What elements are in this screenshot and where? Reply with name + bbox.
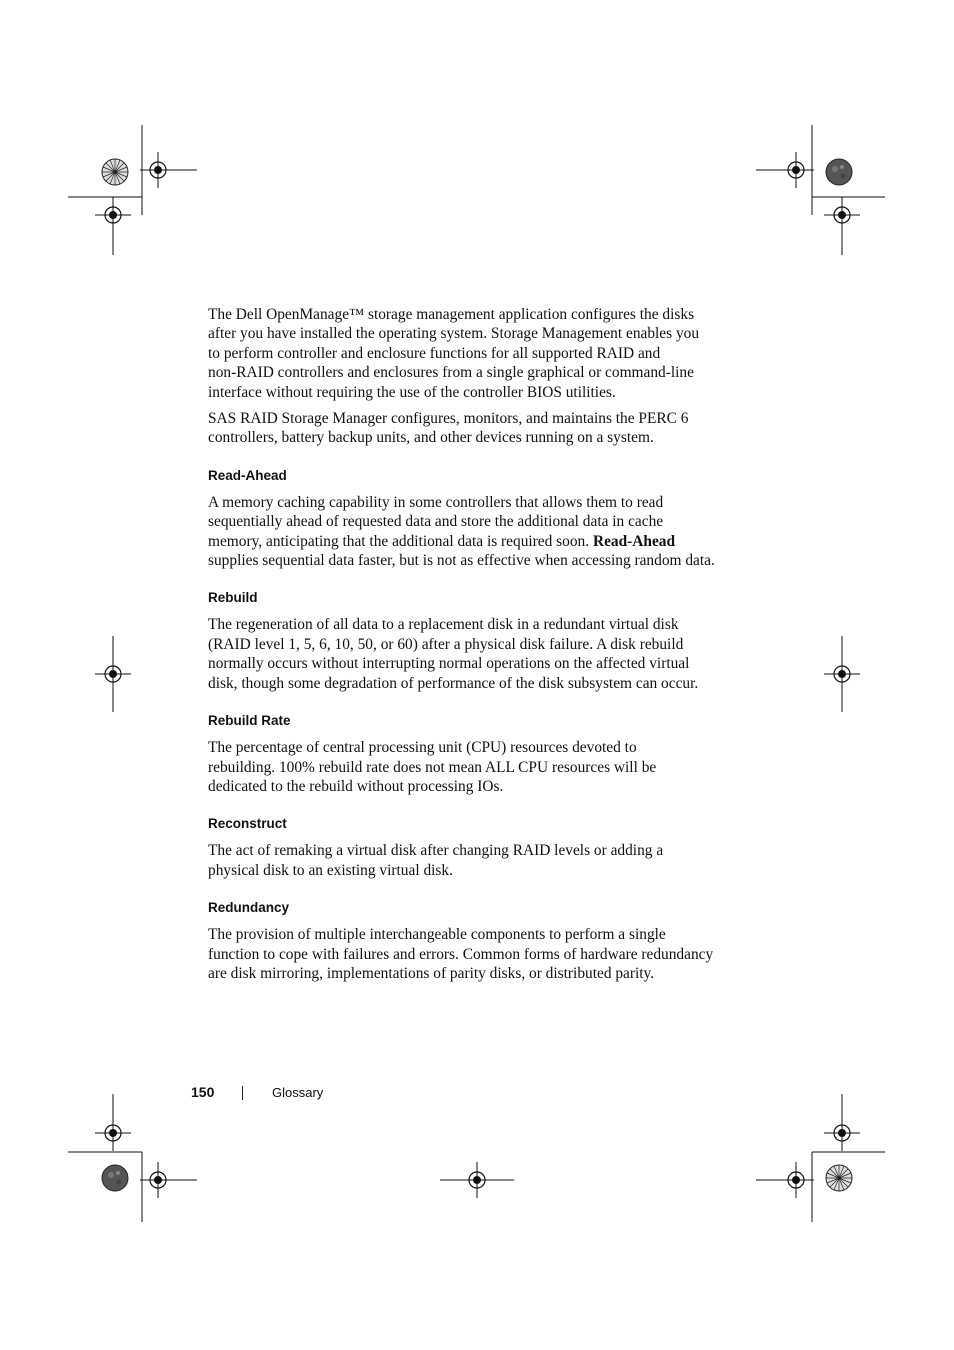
footer-divider [242, 1086, 243, 1100]
intro-paragraph-1: The Dell OpenManage™ storage management application configures the disks after you have installed the operating system. Storage Management enables you to perform controller and enclosure functions for all supported RAID and non-RAID controllers and enclosures from a single graphical or command-line interface without requiring the use of the controller BIOS utilities. [208, 306, 700, 401]
page-footer [0, 1082, 954, 1104]
definition-reconstruct: The act of remaking a virtual disk after changing RAID levels or adding a physical disk to an existing virtual disk. [208, 842, 664, 879]
definition-redundancy: The provision of multiple interchangeable components to perform a single function to cope with failures and errors. Common forms of hardware redundancy are disk mirroring, implementations of parity disks, or distributed parity. [208, 926, 714, 982]
term-read-ahead: Read-Ahead [208, 467, 287, 483]
term-rebuild-rate: Rebuild Rate [208, 713, 291, 729]
page-number: 150 [191, 1084, 215, 1100]
definition-rebuild: The regeneration of all data to a replacement disk in a redundant virtual disk (RAID level 1, 5, 6, 10, 50, or 60) after a physical disk failure. A disk rebuild normally occurs without interrupting normal operations on the affected virtual disk, though some degradation of performance of the disk subsystem can occur. [208, 616, 699, 692]
glossary-content [208, 305, 728, 983]
term-rebuild: Rebuild [208, 590, 258, 606]
definition-rebuild-rate: The percentage of central processing unit (CPU) resources devoted to rebuilding. 100% rebuild rate does not mean ALL CPU resources will be dedicated to the rebuild without processing IOs. [208, 739, 657, 795]
inline-term-read-ahead: Read-Ahead [592, 532, 676, 550]
footer-section-title: Glossary [272, 1085, 324, 1100]
definition-read-ahead: A memory caching capability in some controllers that allows them to read sequentially ahead of requested data and store the additional data in cache memory, anticipating that the additional data is required soon. Read-Ahead supplies sequential data faster, but is not as effective when accessing random data. [208, 493, 715, 570]
term-redundancy: Redundancy [208, 900, 290, 916]
term-reconstruct: Reconstruct [208, 816, 287, 832]
intro-paragraph-2: SAS RAID Storage Manager configures, monitors, and maintains the PERC 6 controllers, battery backup units, and other devices running on a system. [208, 410, 689, 447]
